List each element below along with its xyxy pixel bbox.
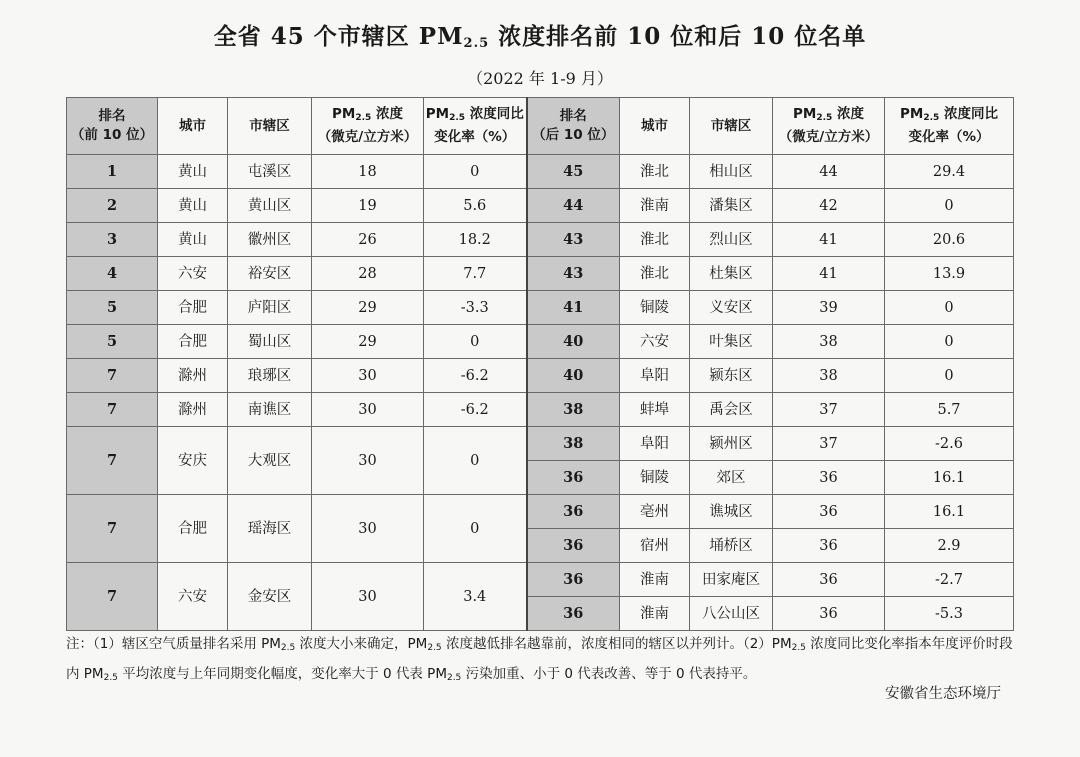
header-district-top: 市辖区 (228, 98, 312, 155)
ranking-table (66, 97, 1014, 631)
top-pm-cell: 29 (312, 291, 424, 325)
top-district-cell: 瑶海区 (228, 495, 312, 563)
top-pm-cell: 30 (312, 393, 424, 427)
top-pm-cell: 19 (312, 189, 424, 223)
bottom-pm-cell: 38 (773, 325, 885, 359)
top-district-cell: 裕安区 (228, 257, 312, 291)
header-city-top: 城市 (158, 98, 228, 155)
bottom-pm-cell: 39 (773, 291, 885, 325)
bottom-city-cell: 淮南 (620, 563, 690, 597)
top-change-cell: 18.2 (424, 223, 527, 257)
bottom-city-cell: 六安 (620, 325, 690, 359)
bottom-city-cell: 淮北 (620, 257, 690, 291)
top-change-cell: 0 (424, 155, 527, 189)
bottom-city-cell: 铜陵 (620, 461, 690, 495)
top-district-cell: 黄山区 (228, 189, 312, 223)
bottom-rank-cell: 38 (527, 427, 620, 461)
bottom-district-cell: 田家庵区 (690, 563, 773, 597)
top-rank-cell: 5 (67, 325, 158, 359)
top-rank-cell: 2 (67, 189, 158, 223)
bottom-city-cell: 淮北 (620, 155, 690, 189)
bottom-change-cell: 0 (885, 189, 1014, 223)
top-city-cell: 合肥 (158, 325, 228, 359)
top-change-cell: 7.7 (424, 257, 527, 291)
top-rank-cell: 4 (67, 257, 158, 291)
bottom-city-cell: 铜陵 (620, 291, 690, 325)
bottom-rank-cell: 43 (527, 223, 620, 257)
table-row (67, 291, 1014, 325)
bottom-pm-cell: 36 (773, 529, 885, 563)
table-row (67, 359, 1014, 393)
bottom-district-cell: 八公山区 (690, 597, 773, 631)
bottom-change-cell: 16.1 (885, 495, 1014, 529)
header-district-bottom: 市辖区 (690, 98, 773, 155)
table-header-row (67, 98, 1014, 155)
header-change-top: PM2.5 浓度同比 变化率（%） (424, 98, 527, 155)
bottom-pm-cell: 38 (773, 359, 885, 393)
top-pm-cell: 18 (312, 155, 424, 189)
header-rank-bottom: 排名 （后 10 位） (527, 98, 620, 155)
bottom-city-cell: 蚌埠 (620, 393, 690, 427)
top-change-cell: 0 (424, 325, 527, 359)
table-row (67, 189, 1014, 223)
page-subtitle: （2022 年 1-9 月） (467, 69, 613, 88)
top-district-cell: 金安区 (228, 563, 312, 631)
bottom-city-cell: 淮南 (620, 189, 690, 223)
bottom-change-cell: 5.7 (885, 393, 1014, 427)
bottom-change-cell: -5.3 (885, 597, 1014, 631)
bottom-rank-cell: 36 (527, 461, 620, 495)
bottom-rank-cell: 40 (527, 325, 620, 359)
bottom-change-cell: 0 (885, 359, 1014, 393)
bottom-city-cell: 宿州 (620, 529, 690, 563)
footnote: 注：（1）辖区空气质量排名采用 $PM_{2.5}$ 浓度大小来确定，$PM_{2.5}$ 浓度越低排名越靠前，浓度相同的辖区以并列计。$(2)PM_{2.5}$ 浓度同比变化率指本年度评价时段内 $PM_{2.5}$ 平均浓度与上年同期变化幅度，变化率大于 0 代表 $PM_{2.5}$ 污染加重、小于 0 代表改善、等于 0 代表持平。 (66, 636, 1013, 683)
bottom-district-cell: 叶集区 (690, 325, 773, 359)
table-row (67, 563, 1014, 597)
top-city-cell: 六安 (158, 257, 228, 291)
top-district-cell: 庐阳区 (228, 291, 312, 325)
top-rank-cell: 7 (67, 359, 158, 393)
bottom-pm-cell: 37 (773, 393, 885, 427)
table-row (67, 393, 1014, 427)
bottom-district-cell: 相山区 (690, 155, 773, 189)
top-pm-cell: 28 (312, 257, 424, 291)
bottom-rank-cell: 36 (527, 597, 620, 631)
table-row (67, 257, 1014, 291)
bottom-district-cell: 颍州区 (690, 427, 773, 461)
top-change-cell: 0 (424, 495, 527, 563)
top-pm-cell: 29 (312, 325, 424, 359)
top-pm-cell: 30 (312, 563, 424, 631)
bottom-change-cell: 16.1 (885, 461, 1014, 495)
bottom-pm-cell: 41 (773, 257, 885, 291)
top-district-cell: 南谯区 (228, 393, 312, 427)
table-row (67, 223, 1014, 257)
bottom-rank-cell: 36 (527, 529, 620, 563)
bottom-pm-cell: 36 (773, 495, 885, 529)
header-city-bottom: 城市 (620, 98, 690, 155)
bottom-city-cell: 阜阳 (620, 427, 690, 461)
bottom-rank-cell: 36 (527, 563, 620, 597)
table-row (67, 155, 1014, 189)
table-row (67, 325, 1014, 359)
bottom-change-cell: -2.6 (885, 427, 1014, 461)
issuer-signature: 安徽省生态环境厅 (885, 686, 1001, 702)
top-change-cell: 0 (424, 427, 527, 495)
bottom-district-cell: 郊区 (690, 461, 773, 495)
top-rank-cell: 3 (67, 223, 158, 257)
top-city-cell: 六安 (158, 563, 228, 631)
top-district-cell: 蜀山区 (228, 325, 312, 359)
top-city-cell: 滁州 (158, 359, 228, 393)
bottom-district-cell: 谯城区 (690, 495, 773, 529)
bottom-rank-cell: 41 (527, 291, 620, 325)
bottom-city-cell: 淮南 (620, 597, 690, 631)
top-city-cell: 合肥 (158, 291, 228, 325)
bottom-district-cell: 杜集区 (690, 257, 773, 291)
top-district-cell: 徽州区 (228, 223, 312, 257)
top-change-cell: 5.6 (424, 189, 527, 223)
top-district-cell: 琅琊区 (228, 359, 312, 393)
bottom-district-cell: 埇桥区 (690, 529, 773, 563)
header-pm-top: PM2.5 浓度 （微克/立方米） (312, 98, 424, 155)
top-change-cell: -6.2 (424, 393, 527, 427)
top-city-cell: 安庆 (158, 427, 228, 495)
bottom-rank-cell: 40 (527, 359, 620, 393)
table-row (67, 427, 1014, 461)
bottom-district-cell: 颍东区 (690, 359, 773, 393)
top-change-cell: -3.3 (424, 291, 527, 325)
bottom-pm-cell: 36 (773, 461, 885, 495)
bottom-rank-cell: 43 (527, 257, 620, 291)
top-city-cell: 黄山 (158, 155, 228, 189)
table-row (67, 495, 1014, 529)
top-pm-cell: 26 (312, 223, 424, 257)
bottom-rank-cell: 45 (527, 155, 620, 189)
bottom-change-cell: 13.9 (885, 257, 1014, 291)
bottom-pm-cell: 36 (773, 597, 885, 631)
bottom-pm-cell: 41 (773, 223, 885, 257)
bottom-district-cell: 义安区 (690, 291, 773, 325)
header-rank-top: 排名 （前 10 位） (67, 98, 158, 155)
top-rank-cell: 5 (67, 291, 158, 325)
top-city-cell: 黄山 (158, 189, 228, 223)
bottom-change-cell: -2.7 (885, 563, 1014, 597)
header-pm-bottom: PM2.5 浓度 （微克/立方米） (773, 98, 885, 155)
bottom-district-cell: 禹会区 (690, 393, 773, 427)
top-change-cell: 3.4 (424, 563, 527, 631)
bottom-change-cell: 29.4 (885, 155, 1014, 189)
bottom-rank-cell: 44 (527, 189, 620, 223)
header-change-bottom: PM2.5 浓度同比 变化率（%） (885, 98, 1014, 155)
page-title: 全省 45 个市辖区 $PM_{2.5}$ 浓度排名前 10 位和后 10 位名单 (213, 23, 867, 51)
top-change-cell: -6.2 (424, 359, 527, 393)
bottom-rank-cell: 36 (527, 495, 620, 529)
top-pm-cell: 30 (312, 359, 424, 393)
bottom-city-cell: 阜阳 (620, 359, 690, 393)
top-pm-cell: 30 (312, 495, 424, 563)
bottom-city-cell: 亳州 (620, 495, 690, 529)
top-district-cell: 大观区 (228, 427, 312, 495)
bottom-change-cell: 2.9 (885, 529, 1014, 563)
bottom-rank-cell: 38 (527, 393, 620, 427)
top-city-cell: 合肥 (158, 495, 228, 563)
bottom-change-cell: 0 (885, 325, 1014, 359)
bottom-district-cell: 烈山区 (690, 223, 773, 257)
top-rank-cell: 7 (67, 393, 158, 427)
top-district-cell: 屯溪区 (228, 155, 312, 189)
bottom-change-cell: 0 (885, 291, 1014, 325)
top-rank-cell: 7 (67, 563, 158, 631)
top-pm-cell: 30 (312, 427, 424, 495)
top-city-cell: 黄山 (158, 223, 228, 257)
top-rank-cell: 1 (67, 155, 158, 189)
bottom-change-cell: 20.6 (885, 223, 1014, 257)
top-rank-cell: 7 (67, 427, 158, 495)
bottom-pm-cell: 36 (773, 563, 885, 597)
bottom-pm-cell: 44 (773, 155, 885, 189)
bottom-district-cell: 潘集区 (690, 189, 773, 223)
bottom-pm-cell: 37 (773, 427, 885, 461)
bottom-city-cell: 淮北 (620, 223, 690, 257)
top-city-cell: 滁州 (158, 393, 228, 427)
bottom-pm-cell: 42 (773, 189, 885, 223)
top-rank-cell: 7 (67, 495, 158, 563)
